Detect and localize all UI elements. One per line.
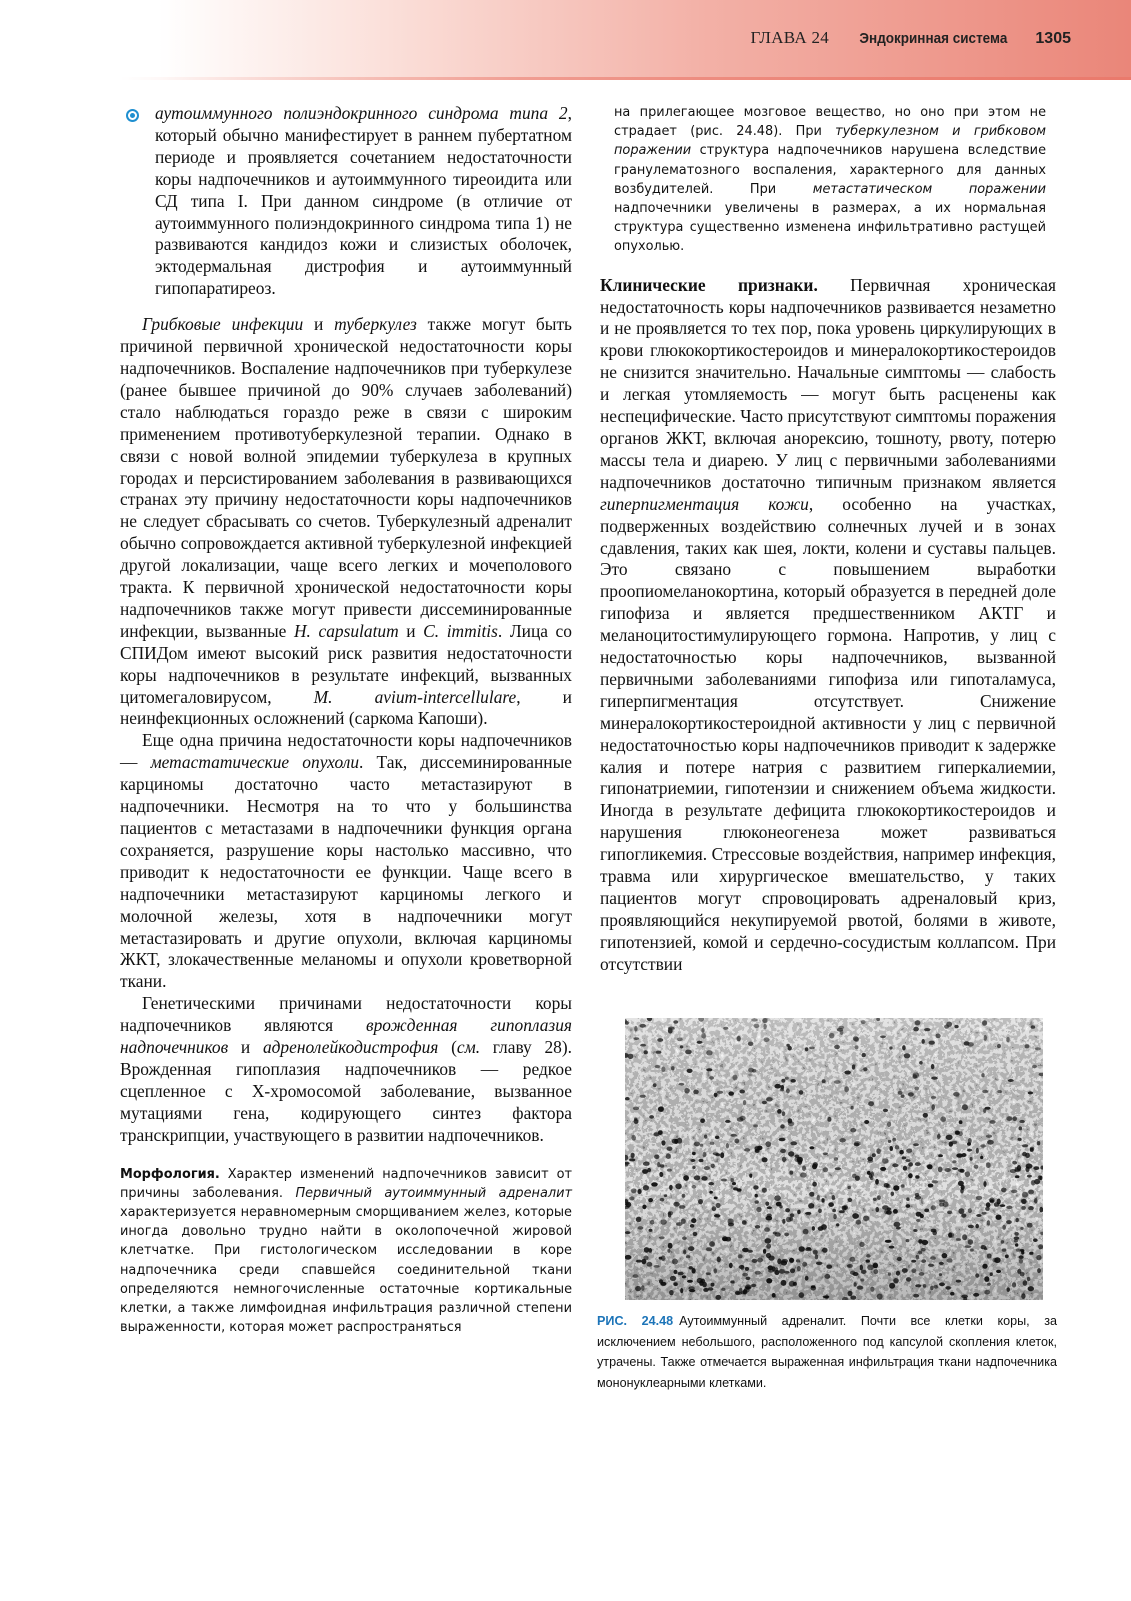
para2-text1: Еще одна причина недостаточности коры надпочечников —: [120, 730, 572, 773]
micrograph-image: [625, 1018, 1043, 1300]
morph-text1: Характер изменений надпочечников зависит от причины заболевания.: [120, 1166, 572, 1201]
morphology-heading: Морфология.: [120, 1166, 220, 1182]
para1-text4: . Лица со СПИДом имеют высокий риск развития недостаточности коры надпочечников в результате инфекций, вызванных цитомегаловирусом,: [120, 620, 572, 707]
morphology-continued: [614, 103, 1046, 257]
page-number: 1305: [1035, 30, 1071, 47]
para3-italic3: см.: [456, 1037, 481, 1058]
bullet-item-aps2: [120, 103, 572, 300]
para1-italic1: Грибковые инфекции: [142, 314, 304, 335]
para1-italic2: туберкулез: [334, 314, 417, 335]
chapter-label: ГЛАВА 24: [750, 28, 830, 47]
para3-text2: и: [228, 1037, 263, 1058]
morph-italic1: Первичный аутоиммунный адреналит: [295, 1185, 573, 1201]
morphc-text3: надпочечники увеличены в размерах, а их нормальная структура существенно изменена инфильтративно растущей опухолью.: [614, 201, 1046, 255]
para1-text3: и: [398, 620, 424, 641]
clinical-italic1: гиперпигментация кожи: [600, 493, 809, 514]
figure-caption: [597, 1311, 1057, 1393]
morphc-text2: структура надпочечников нарушена вследствие гранулематозного воспаления, характерного для данных возбудителей. При: [614, 143, 1046, 197]
para1-italic3: H. capsulatum: [293, 620, 399, 641]
morphc-text1: на прилегающее мозговое вещество, но оно при этом не страдает (рис. 24.48). При: [614, 105, 1046, 140]
morphc-italic2: метастатическом поражении: [812, 181, 1046, 197]
bullet-icon: [126, 109, 139, 122]
para1-text5: , и неинфекционных осложнений (саркома Капоши).: [120, 686, 572, 729]
morphc-italic1: туберкулезном и грибковом поражении: [614, 124, 1046, 159]
running-head: [751, 28, 1071, 48]
left-column: [120, 103, 572, 1337]
para1-italic5: M. avium-intercellulare: [313, 686, 517, 707]
paragraph-genetic: [120, 993, 572, 1146]
para2-text2: . Так, диссеминированные карциномы достаточно часто метастазируют в надпочечники. Несмотря на то что у большинства пациентов с метастазами в надпочечники функция органа сохраняется, разрушение коры настолько массивно, что приводит к недостаточности ее функции. Чаще всего в надпочечники метастазируют карциномы легкого и молочной железы, хотя в надпочечники могут метастазировать и другие опухоли, включая карциномы ЖКТ, злокачественные меланомы и опухоли кроветворной ткани.: [120, 752, 572, 992]
clinical-text2: , особенно на участках, подверженных воздействию солнечных лучей и в зонах сдавления, таких как шея, локти, колени и суставы пальцев. Это связано с повышением выработки проопиомеланокортина, который образуется в передней доле гипофиза и является предшественником АКТГ и меланоцитостимулирующего гормона. Напротив, у лиц с недостаточностью коры надпочечников, вызванной первичными заболеваниями гипофиза или гипоталамуса, гиперпигментация отсутствует. Снижение минералокортикостероидной активности у лиц с первичной недостаточностью коры надпочечников приводит к задержке калия и потере натрия с развитием гиперкалиемии, гипонатриемии, гипотензии и снижением объема жидкости. Иногда в результате дефицита глюкокортикостероидов и нарушения глюконеогенеза может развиваться гипогликемия. Стрессовые воздействия, например инфекция, травма или хирургическое вмешательство, у таких пациентов могут спровоцировать адреналовый криз, проявляющийся некупируемой рвотой, болями в животе, гипотензией, комой и сердечно-сосудистым коллапсом. При отсутствии: [600, 493, 1056, 974]
paragraph-metastases: [120, 730, 572, 993]
clinical-text1: Первичная хроническая недостаточность коры надпочечников развивается незаметно и не проявляется то тех пор, пока уровень циркулирующих в крови глюкокортикостероидов и минералокортикостероидов не снизится значительно. Начальные симптомы — слабость и легкая утомляемость — могут быть расценены как неспецифические. Часто присутствуют симптомы поражения органов ЖКТ, включая анорексию, тошноту, рвоту, потерю массы тела и диарею. У лиц с первичными заболеваниями надпочечников достаточно типичным признаком является: [600, 274, 1057, 492]
para3-text1: Генетическими причинами недостаточности коры надпочечников являются: [120, 993, 572, 1036]
clinical-heading: Клинические признаки.: [600, 274, 818, 295]
morphology-block: [120, 1165, 572, 1338]
para3-italic1: врожденная гипоплазия надпочечников: [120, 1015, 572, 1058]
para1-text1: и: [303, 314, 335, 335]
paragraph-clinical: [600, 275, 1056, 976]
para1-text2: также могут быть причиной первичной хронической недостаточности коры надпочечников. Воспаление надпочечников при туберкулезе (ранее бывшее причиной до 90% случаев заболеваний) стало наблюдаться гораздо реже в связи с широким применением противотуберкулезной терапии. Однако в связи с новой волной эпидемии туберкулеза в крупных городах и персистированием заболевания в развивающихся странах эту причину недостаточности коры надпочечников не следует сбрасывать со счетов. Туберкулезный адреналит обычно сопровождается активной туберкулезной инфекцией другой локализации, чаще всего легких и мочеполового тракта. К первичной хронической недостаточности коры надпочечников также могут привести диссеминированные инфекции, вызванные: [120, 314, 572, 641]
bullet-italic-lead: аутоиммунного полиэндокринного синдрома типа 2: [155, 103, 568, 123]
right-column: [600, 103, 1056, 976]
para2-italic1: метастатические опухоли: [150, 752, 360, 773]
para3-text3: (: [438, 1037, 457, 1058]
figure-label: РИС. 24.48: [597, 1314, 674, 1328]
bullet-text: , который обычно манифестирует в раннем пубертатном периоде и проявляется сочетанием недостаточности коры надпочечников и аутоиммунного тиреоидита или СД типа I. При данном синдроме (в отличие от аутоиммунного полиэндокринного синдрома типа 1) не развиваются кандидоз кожи и слизистых оболочек, эктодермальная дистрофия и аутоиммунный гипопаратиреоз.: [155, 103, 572, 299]
micrograph-texture: [625, 1018, 1043, 1300]
para1-italic4: C. immitis: [423, 620, 498, 641]
paragraph-infections: [120, 314, 572, 730]
page-header: [0, 0, 1131, 80]
chapter-title: Эндокринная система: [859, 30, 1008, 47]
morph-text2: характеризуется неравномерным сморщиванием желез, которые иногда довольно трудно найти в околопочечной жировой клетчатке. При гистологическом исследовании в коре надпочечника среди спавшейся соединительной ткани определяются немногочисленные остаточные кортикальные клетки, а также лимфоидная инфильтрация различной степени выраженности, которая может распространяться: [120, 1205, 572, 1336]
figure-caption-text: Аутоиммунный адреналит. Почти все клетки коры, за исключением небольшого, расположенного под капсулой скопления клеток, утрачены. Также отмечается выраженная инфильтрация ткани надпочечника мононуклеарными клетками.: [597, 1314, 1058, 1390]
para3-italic2: адренолейкодистрофия: [262, 1037, 439, 1058]
para3-text4: главу 28). Врожденная гипоплазия надпочечников — редкое сцепленное с X-хромосомой заболевание, вызванное мутациями гена, кодирующего синтез фактора транскрипции, участвующего в развитии надпочечников.: [120, 1037, 572, 1145]
